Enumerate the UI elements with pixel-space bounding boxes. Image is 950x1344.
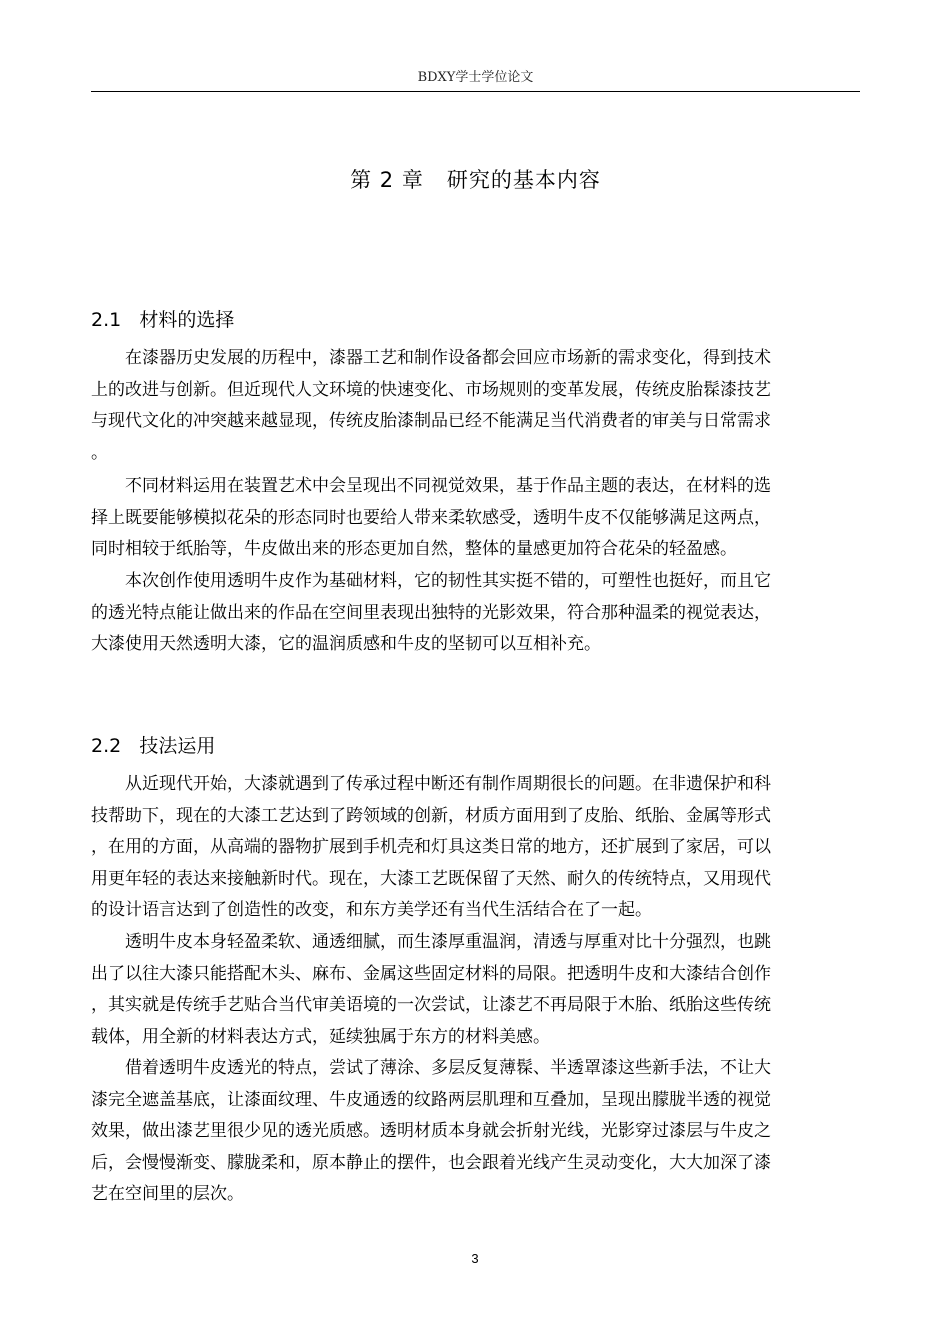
header-rule bbox=[91, 91, 860, 92]
text-line: ，其实就是传统手艺贴合当代审美语境的一次尝试，让漆艺不再局限于木胎、纸胎这些传统 bbox=[91, 995, 771, 1015]
section-title-2-1: 2.1 材料的选择 bbox=[91, 309, 235, 331]
text-line: 在漆器历史发展的历程中，漆器工艺和制作设备都会回应市场新的需求变化，得到技术 bbox=[91, 348, 771, 368]
text-line: 从近现代开始，大漆就遇到了传承过程中断还有制作周期很长的问题。在非遗保护和科 bbox=[91, 774, 771, 794]
text-line: 的设计语言达到了创造性的改变，和东方美学还有当代生活结合在了一起。 bbox=[91, 900, 652, 920]
text-line: ，在用的方面，从高端的器物扩展到手机壳和灯具这类日常的地方，还扩展到了家居，可以 bbox=[91, 837, 771, 857]
text-line: 出了以往大漆只能搭配木头、麻布、金属这些固定材料的局限。把透明牛皮和大漆结合创作 bbox=[91, 963, 771, 984]
text-line: 技帮助下，现在的大漆工艺达到了跨领域的创新，材质方面用到了皮胎、纸胎、金属等形式 bbox=[91, 805, 771, 826]
section-2-1-paragraph-1 bbox=[91, 343, 867, 469]
section-2-1-paragraph-3 bbox=[91, 566, 867, 661]
text-line: 同时相较于纸胎等，牛皮做出来的形态更加自然，整体的量感更加符合花朵的轻盈感。 bbox=[91, 539, 737, 559]
page-number: 3 bbox=[471, 1251, 479, 1266]
text-line: 大漆使用天然透明大漆，它的温润质感和牛皮的坚韧可以互相补充。 bbox=[91, 634, 601, 654]
text-line: 择上既要能够模拟花朵的形态同时也要给人带来柔软感受，透明牛皮不仅能够满足这两点， bbox=[91, 507, 771, 528]
text-line: 的透光特点能让做出来的作品在空间里表现出独特的光影效果，符合那种温柔的视觉表达， bbox=[91, 602, 771, 623]
text-line: 后，会慢慢渐变、朦胧柔和，原本静止的摆件，也会跟着光线产生灵动变化，大大加深了漆 bbox=[91, 1152, 771, 1173]
text-line: 上的改进与创新。但近现代人文环境的快速变化、市场规则的变革发展，传统皮胎髹漆技艺 bbox=[91, 379, 771, 400]
text-line: 载体，用全新的材料表达方式，延续独属于东方的材料美感。 bbox=[91, 1026, 550, 1047]
text-line: 透明牛皮本身轻盈柔软、通透细腻，而生漆厚重温润，清透与厚重对比十分强烈，也跳 bbox=[91, 932, 771, 952]
text-line: 借着透明牛皮透光的特点，尝试了薄涂、多层反复薄髹、半透罩漆这些新手法，不让大 bbox=[91, 1058, 771, 1078]
text-line: 本次创作使用透明牛皮作为基础材料，它的韧性其实挺不错的，可塑性也挺好，而且它 bbox=[91, 571, 771, 591]
text-line: 与现代文化的冲突越来越显现，传统皮胎漆制品已经不能满足当代消费者的审美与日常需求 bbox=[91, 411, 771, 431]
section-2-2-paragraph-2 bbox=[91, 927, 867, 1053]
text-line: 。 bbox=[91, 442, 108, 463]
text-line: 效果，做出漆艺里很少见的透光质感。透明材质本身就会折射光线，光影穿过漆层与牛皮之 bbox=[91, 1121, 771, 1141]
running-header: BDXY学士学位论文 bbox=[417, 70, 534, 85]
section-2-2-paragraph-1 bbox=[91, 769, 867, 927]
chapter-title: 第 2 章 研究的基本内容 bbox=[350, 168, 601, 192]
section-2-1-paragraph-2 bbox=[91, 471, 867, 566]
text-line: 不同材料运用在装置艺术中会呈现出不同视觉效果，基于作品主题的表达，在材料的选 bbox=[91, 476, 771, 496]
section-title-2-2: 2.2 技法运用 bbox=[91, 735, 216, 757]
text-line: 漆完全遮盖基底，让漆面纹理、牛皮通透的纹路两层肌理和互叠加，呈现出朦胧半透的视觉 bbox=[91, 1089, 771, 1110]
text-line: 用更年轻的表达来接触新时代。现在，大漆工艺既保留了天然、耐久的传统特点，又用现代 bbox=[91, 868, 771, 889]
section-2-2-paragraph-3 bbox=[91, 1053, 867, 1211]
text-line: 艺在空间里的层次。 bbox=[91, 1184, 244, 1204]
